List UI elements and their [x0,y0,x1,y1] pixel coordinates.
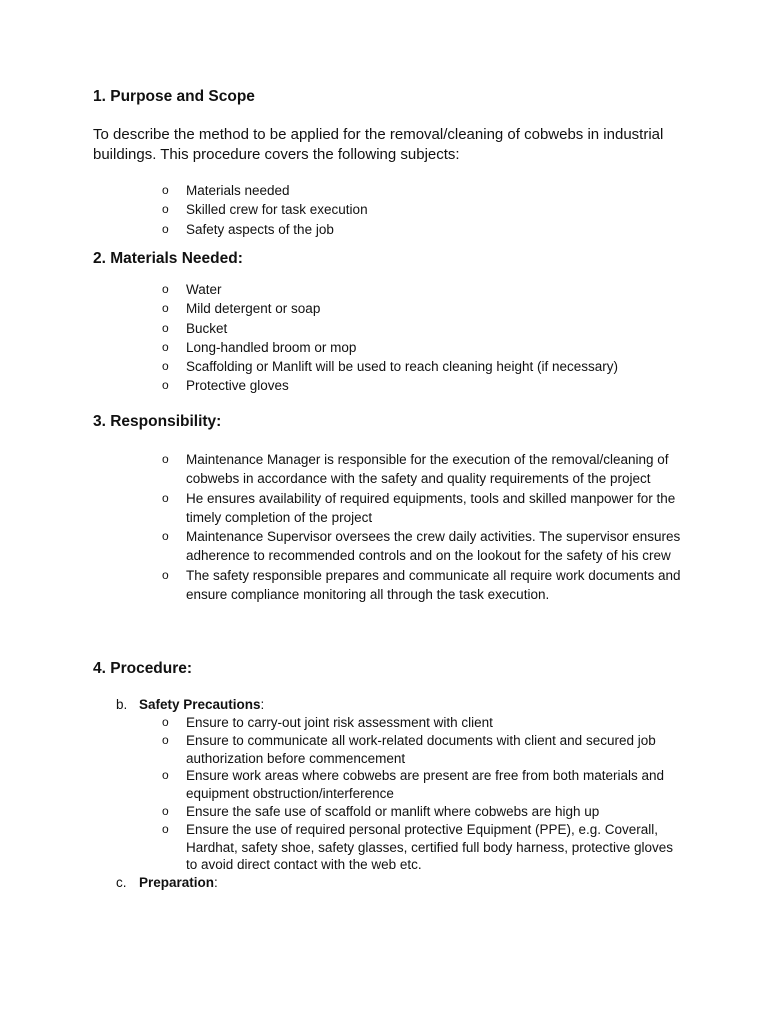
list-item: o Maintenance Supervisor oversees the crew daily activities. The supervisor ensures adherence to recommended controls and on the lookout for the safety of his crew [162,529,681,564]
list-item: o Materials needed [0,181,686,200]
list-item: o Maintenance Manager is responsible for the execution of the removal/cleaning of cobwebs in accordance with the safety and quality requirements of the project [162,452,669,487]
list-item: o Ensure to carry-out joint risk assessment with client [162,715,493,730]
bullet-marker: o [162,221,169,236]
subsection-letter: b. [116,697,128,712]
purpose-intro-paragraph: To describe the method to be applied for the removal/cleaning of cobwebs in industrial buildings. This procedure covers the following subjects: [93,126,664,163]
list-item: o Ensure work areas where cobwebs are present are free from both materials and equipment obstruction/interference [162,768,664,802]
responsibility-list [0,450,686,604]
list-item: o Safety aspects of the job [0,220,686,239]
bullet-marker: o [162,732,169,747]
list-item: o Ensure the safe use of scaffold or manlift where cobwebs are high up [162,803,600,819]
list-item: o Protective gloves [0,376,686,395]
bullet-marker: o [162,359,169,374]
section-heading-procedure: 4. Procedure: [93,660,193,677]
list-item: o The safety responsible prepares and communicate all require work documents and ensure compliance monitoring all through the task execution. [162,567,681,603]
bullet-marker: o [162,803,169,818]
bullet-marker: o [162,715,169,729]
list-item: o Bucket [0,319,686,338]
bullet-marker: o [162,768,169,783]
bullet-marker: o [162,378,169,393]
subsection-letter: c. [116,875,127,890]
list-item: o Long-handled broom or mop [0,338,686,357]
list-item: o He ensures availability of required equipments, tools and skilled manpower for the timely completion of the project [162,490,676,525]
bullet-marker: o [162,320,169,335]
list-item: o Ensure to communicate all work-related documents with client and secured job authorization before commencement [162,732,656,766]
section-heading-responsibility: 3. Responsibility: [93,413,222,430]
subsection-title: Safety Precautions: [139,697,265,712]
bullet-marker: o [162,452,169,466]
materials-list [0,280,686,396]
bullet-marker: o [162,202,169,217]
subsection-title: Preparation: [139,875,218,890]
purpose-subjects-list [0,181,686,239]
section-heading-purpose: 1. Purpose and Scope [93,88,255,105]
safety-precautions-list [0,714,686,874]
list-item: o Skilled crew for task execution [0,200,686,219]
bullet-marker: o [162,282,169,296]
list-item: o Mild detergent or soap [0,299,686,318]
list-item: o Ensure the use of required personal protective Equipment (PPE), e.g. Coverall, Hardhat, safety shoe, safety glasses, certified full body harness, protective gloves to avoid direct contact with the web etc. [162,821,674,873]
bullet-marker: o [162,339,169,354]
list-item: o Water [0,280,686,299]
bullet-marker: o [162,183,169,197]
bullet-marker: o [162,821,169,836]
bullet-marker: o [162,529,169,544]
bullet-marker: o [162,490,169,505]
section-heading-materials: 2. Materials Needed: [93,250,243,267]
bullet-marker: o [162,301,169,316]
bullet-marker: o [162,567,169,582]
list-item: o Scaffolding or Manlift will be used to reach cleaning height (if necessary) [0,357,686,376]
